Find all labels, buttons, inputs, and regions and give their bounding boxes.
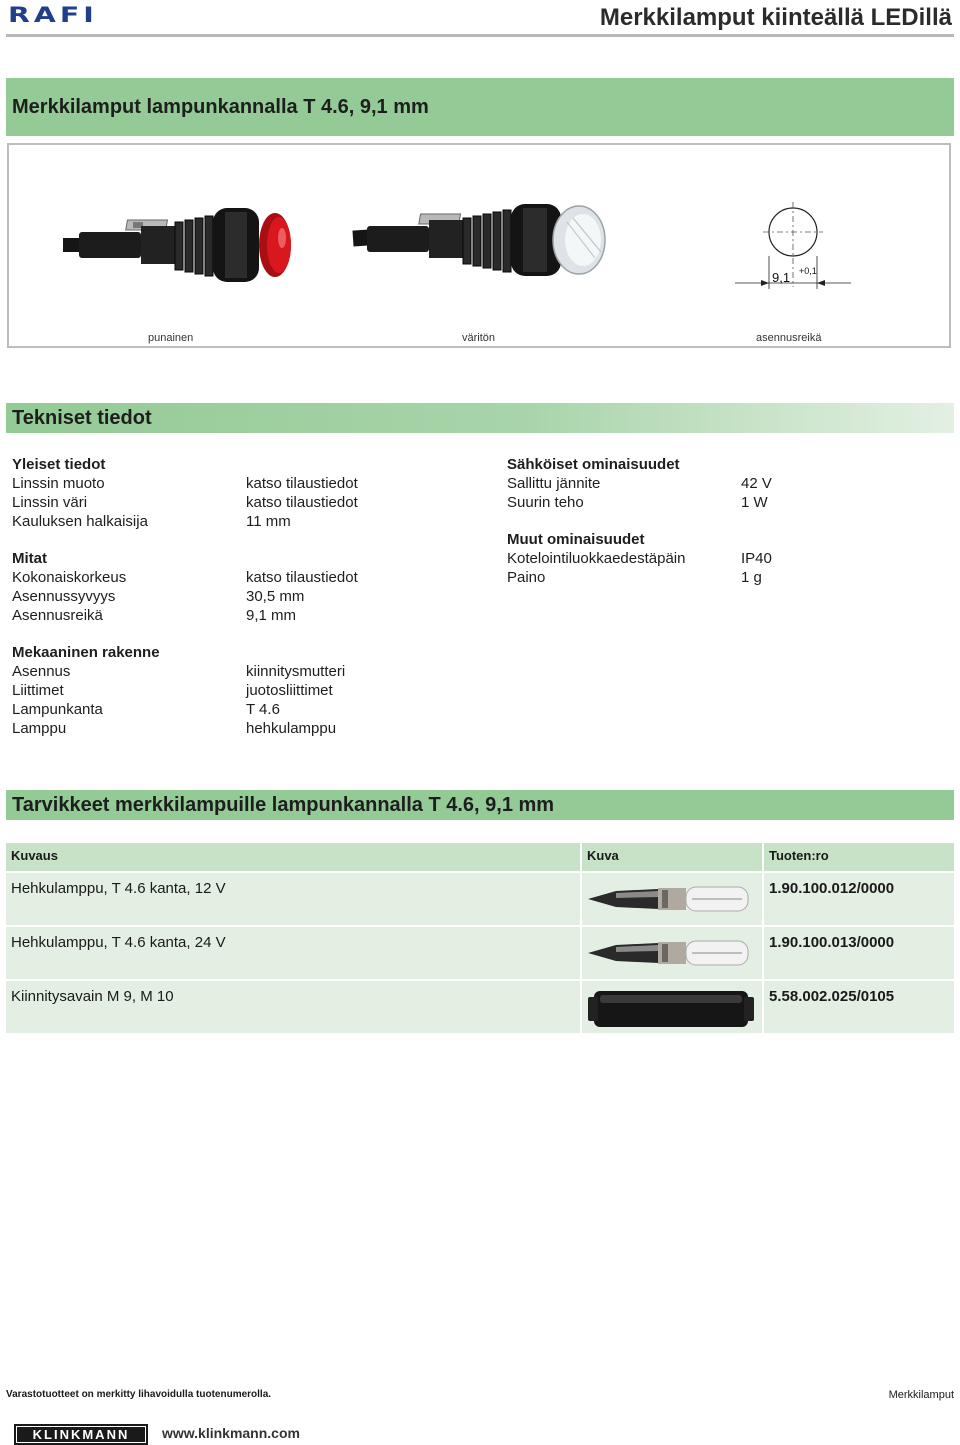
spec-group-heading: Sähköiset ominaisuudet [507, 456, 680, 473]
accessory-product-number: 1.90.100.012/0000 [769, 880, 895, 897]
rafi-logo: RAFI [8, 3, 98, 27]
spec-group-heading: Mitat [12, 550, 47, 567]
spec-value: T 4.6 [246, 701, 280, 718]
spec-label: Kotelointiluokkaedestäpäin [507, 550, 686, 567]
spec-value: 30,5 mm [246, 588, 305, 605]
website-link[interactable]: www.klinkmann.com [162, 1425, 300, 1441]
document-title: Merkkilamput kiinteällä LEDillä [599, 4, 952, 31]
spec-label: Linssin väri [12, 494, 88, 511]
footer-category: Merkkilamput [888, 1389, 954, 1401]
column-header-description: Kuvaus [11, 848, 58, 863]
product-image-panel [7, 143, 951, 348]
spec-label: Kokonaiskorkeus [12, 569, 127, 586]
spec-group-heading: Muut ominaisuudet [507, 531, 645, 548]
spec-label: Asennusreikä [12, 607, 103, 624]
clear-indicator-lamp-icon [351, 200, 621, 290]
accessory-description: Hehkulamppu, T 4.6 kanta, 24 V [11, 934, 226, 951]
incandescent-bulb-icon [586, 879, 756, 921]
stock-items-note: Varastotuotteet on merkitty lihavoidulla tuotenumerolla. [6, 1389, 272, 1400]
accessories-table [6, 843, 954, 1035]
klinkmann-logo: KLINKMANN [14, 1424, 148, 1445]
spec-group-heading: Yleiset tiedot [12, 456, 106, 473]
mounting-hole-drawing-icon [727, 197, 877, 297]
spec-value: 11 mm [246, 513, 291, 530]
spec-value: 1 g [741, 569, 762, 586]
image-caption-red: punainen [148, 332, 194, 344]
spec-value: 42 V [741, 475, 772, 492]
product-section-title: Merkkilamput lampunkannalla T 4.6, 9,1 mm [6, 78, 954, 136]
hole-dimension-label: 9,1 [772, 270, 791, 285]
spec-value: katso tilaustiedot [246, 494, 358, 511]
spec-value: juotosliittimet [246, 682, 333, 699]
spec-value: katso tilaustiedot [246, 569, 358, 586]
spec-label: Asennussyvyys [12, 588, 116, 605]
spec-label: Lampunkanta [12, 701, 103, 718]
accessory-product-number: 1.90.100.013/0000 [769, 934, 895, 951]
spec-label: Kauluksen halkaisija [12, 513, 148, 530]
specs-section-title: Tekniset tiedot [6, 403, 954, 433]
spec-group-heading: Mekaaninen rakenne [12, 644, 160, 661]
table-row [6, 981, 954, 1033]
spec-value: katso tilaustiedot [246, 475, 358, 492]
spec-value: 9,1 mm [246, 607, 297, 624]
table-row [6, 927, 954, 979]
mounting-key-icon [586, 987, 756, 1029]
hole-tolerance-label: +0,1 [799, 266, 817, 276]
spec-value: 1 W [741, 494, 768, 511]
table-row [6, 873, 954, 925]
spec-value: hehkulamppu [246, 720, 337, 737]
header-divider [6, 34, 954, 37]
spec-value: kiinnitysmutteri [246, 663, 346, 680]
spec-label: Asennus [12, 663, 71, 680]
column-header-product-number: Tuoten:ro [769, 848, 829, 863]
spec-value: IP40 [741, 550, 772, 567]
accessory-description: Kiinnitysavain M 9, M 10 [11, 988, 174, 1005]
accessory-description: Hehkulamppu, T 4.6 kanta, 12 V [11, 880, 226, 897]
table-header-row [6, 843, 954, 871]
column-header-image: Kuva [587, 848, 619, 863]
spec-label: Liittimet [12, 682, 64, 699]
spec-label: Lamppu [12, 720, 67, 737]
spec-label: Suurin teho [507, 494, 584, 511]
red-indicator-lamp-icon [61, 200, 311, 290]
accessory-product-number: 5.58.002.025/0105 [769, 988, 895, 1005]
spec-label: Linssin muoto [12, 475, 105, 492]
spec-label: Sallittu jännite [507, 475, 601, 492]
image-caption-hole: asennusreikä [756, 332, 822, 344]
accessories-section-title: Tarvikkeet merkkilampuille lampunkannalla T 4.6, 9,1 mm [6, 790, 954, 820]
spec-label: Paino [507, 569, 546, 586]
image-caption-clear: väritön [462, 332, 496, 344]
incandescent-bulb-icon [586, 933, 756, 975]
